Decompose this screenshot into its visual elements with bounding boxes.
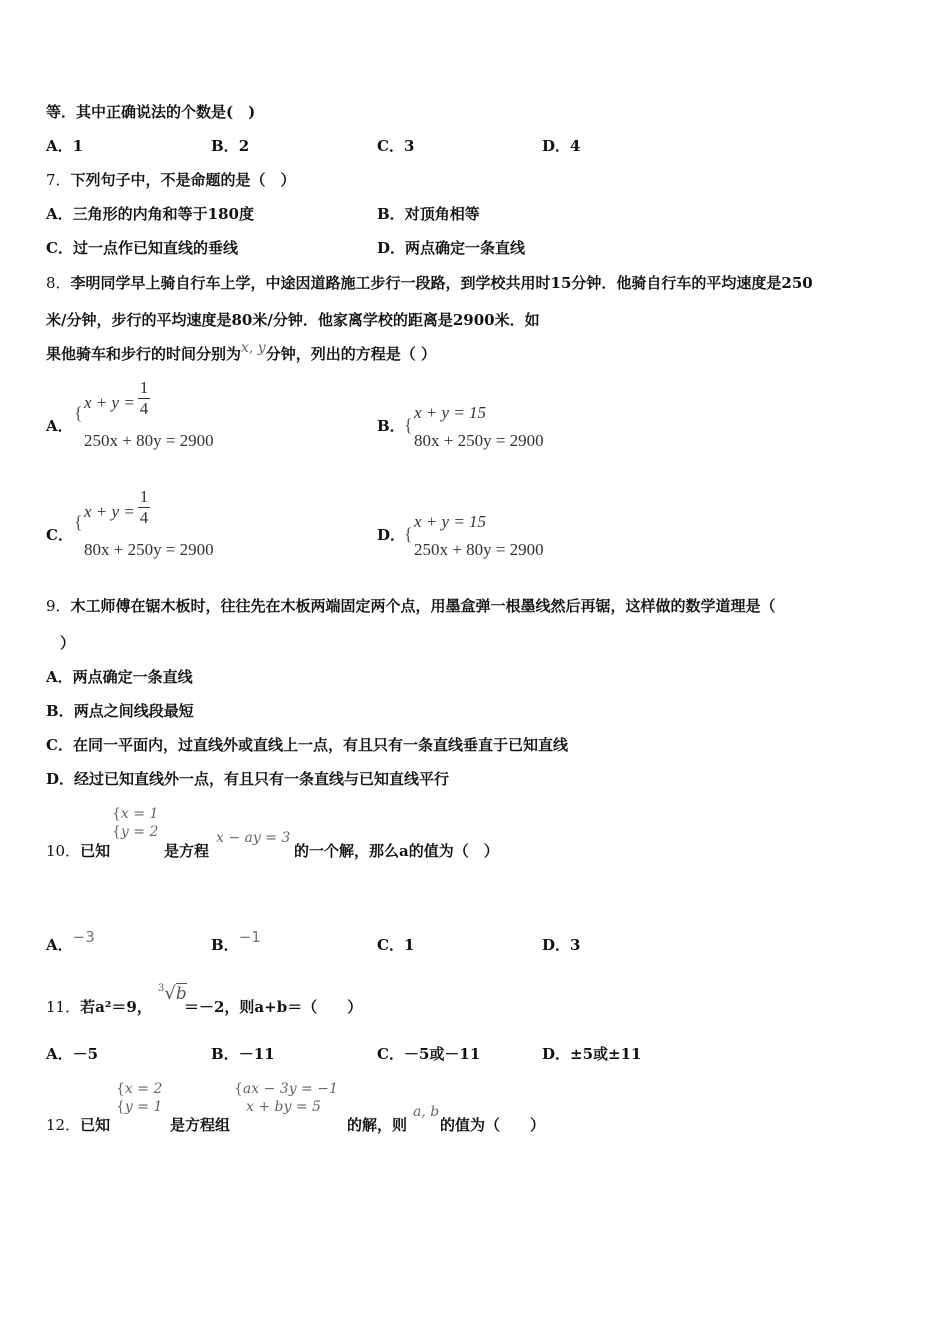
q6-option-c: C．3	[377, 137, 415, 155]
q7-stem: 7．下列句子中，不是命题的是（ ）	[46, 171, 296, 189]
q8-option-d-letter: D．	[377, 526, 406, 544]
q10-option-a: A．−3	[46, 928, 95, 954]
q10-option-b: B．−1	[211, 928, 261, 954]
q8-option-b-system: { x + y = 15 80x + 250y = 2900	[404, 403, 544, 450]
q8-option-a-letter: A．	[46, 417, 73, 435]
q6-option-b: B．2	[211, 137, 250, 155]
q11-option-a: A．－5	[46, 1045, 99, 1063]
q10-option-c: C．1	[377, 936, 415, 954]
fraction: 1 4	[139, 487, 149, 527]
brace-icon: {	[74, 403, 83, 423]
q8-option-a-system: { x + y = 1 4 250x + 80y = 2900	[74, 378, 214, 450]
q12-text-c: 的解，则	[347, 1116, 408, 1134]
q7-option-b: B．对顶角相等	[377, 205, 480, 223]
q8-stem-line2: 米/分钟，步行的平均速度是80米/分钟．他家离学校的距离是2900米．如	[46, 311, 540, 329]
q8-option-c-letter: C．	[46, 526, 73, 544]
q8-vars: x, y	[241, 340, 266, 356]
brace-icon: {	[404, 415, 413, 435]
q8-stem-line3: 果他骑车和步行的时间分别为x, y分钟，列出的方程是（ ）	[46, 340, 436, 363]
q9-option-d: D．经过已知直线外一点，有且只有一条直线与已知直线平行	[46, 770, 450, 788]
q6-option-a: A．1	[46, 137, 84, 155]
q9-option-a: A．两点确定一条直线	[46, 668, 193, 686]
q7-option-c: C．过一点作已知直线的垂线	[46, 239, 238, 257]
q10-system: {x = 1 {y = 2	[112, 806, 159, 840]
q11-option-d: D．±5或±11	[542, 1045, 642, 1063]
q12-system-2: {ax − 3y = −1 x + by = 5	[234, 1081, 338, 1115]
q10-option-d: D．3	[542, 936, 581, 954]
intro-line: 等．其中正确说法的个数是( )	[46, 103, 256, 121]
q6-option-d: D．4	[542, 137, 581, 155]
q8-stem-line1: 8．李明同学早上骑自行车上学，中途因道路施工步行一段路，到学校共用时15分钟．他骑自行车的平均速度是250	[46, 274, 813, 292]
q9-stem-line2: ）	[60, 634, 76, 652]
fraction: 1 4	[139, 378, 149, 418]
q11-stem-b: ＝－2，则a+b＝（ ）	[184, 998, 363, 1016]
q9-option-b: B．两点之间线段最短	[46, 702, 194, 720]
q9-stem-line1: 9．木工师傅在锯木板时，往往先在木板两端固定两个点，用墨盒弹一根墨线然后再锯，这样做的数学道理是（	[46, 597, 776, 615]
q8-option-b-letter: B．	[377, 417, 405, 435]
q10-number-text: 10．已知	[46, 842, 111, 860]
q10-text-b: 是方程	[164, 842, 210, 860]
q11-option-b: B．－11	[211, 1045, 275, 1063]
q12-vars: a, b	[413, 1104, 440, 1120]
q10-equation: x − ay = 3	[216, 830, 291, 846]
q7-option-d: D．两点确定一条直线	[377, 239, 526, 257]
q11-stem-a: 11．若a²＝9，	[46, 998, 152, 1016]
q12-text-d: 的值为（ ）	[440, 1116, 546, 1134]
q11-cube-root: $^3$√b	[158, 983, 187, 1004]
q9-option-c: C．在同一平面内，过直线外或直线上一点，有且只有一条直线垂直于已知直线	[46, 736, 568, 754]
q8-option-d-system: { x + y = 15 250x + 80y = 2900	[404, 512, 544, 559]
brace-icon: {	[404, 524, 413, 544]
q11-option-c: C．－5或－11	[377, 1045, 481, 1063]
q12-text-b: 是方程组	[170, 1116, 231, 1134]
q8-option-c-system: { x + y = 1 4 80x + 250y = 2900	[74, 487, 214, 559]
q12-number-text: 12．已知	[46, 1116, 111, 1134]
q12-system: {x = 2 {y = 1	[116, 1081, 163, 1115]
brace-icon: {	[74, 512, 83, 532]
q7-option-a: A．三角形的内角和等于180度	[46, 205, 254, 223]
q10-text-c: 的一个解，那么a的值为（ ）	[294, 842, 499, 860]
